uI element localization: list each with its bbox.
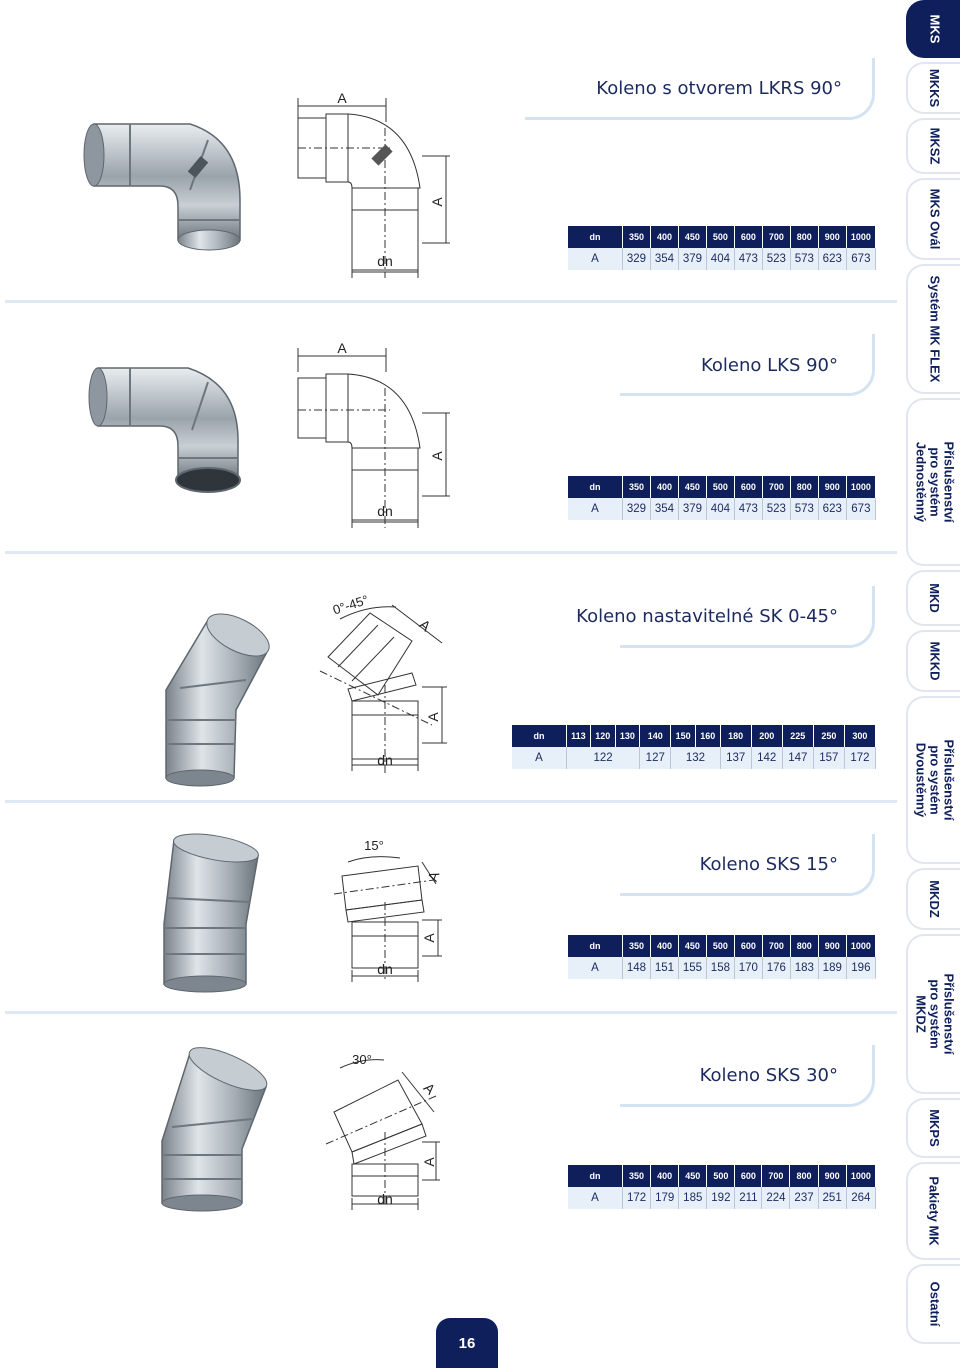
table-header-label: dn: [568, 476, 623, 498]
table-value-cell: 122: [567, 747, 640, 769]
table-header-label: dn: [568, 935, 623, 957]
table-value-cell: 147: [782, 747, 813, 769]
table-header-cell: 200: [751, 725, 782, 747]
table-value-cell: 673: [846, 248, 875, 270]
tab-label: Pakiety MK: [927, 1176, 942, 1246]
tab-prislusenstvi-dvoustenny[interactable]: [906, 696, 960, 864]
tab-label: MKS Ovál: [927, 188, 942, 250]
table-header-cell: 900: [818, 935, 846, 957]
table-value-cell: 183: [790, 957, 818, 979]
table-value-cell: 473: [734, 498, 762, 520]
table-header-cell: 180: [720, 725, 751, 747]
table-header-cell: 350: [623, 935, 651, 957]
table-header-cell: 400: [651, 1165, 679, 1187]
table-header-cell: 700: [762, 935, 790, 957]
table-header-cell: 400: [650, 476, 678, 498]
table-value-cell: 137: [720, 747, 751, 769]
dimension-label-top: A: [416, 616, 434, 635]
dimension-label-bottom: dn: [377, 253, 393, 269]
table-value-cell: 573: [790, 248, 818, 270]
tab-label: MKDZ: [926, 880, 942, 918]
table-value-cell: 132: [671, 747, 720, 769]
table-header-cell: 130: [615, 725, 640, 747]
table-header-label: dn: [512, 725, 567, 747]
table-header-cell: 900: [818, 476, 846, 498]
technical-drawing-sk-0-45: [312, 585, 472, 785]
tab-label: MKD: [926, 583, 942, 613]
table-header-cell: 150: [671, 725, 696, 747]
section-divider: [5, 551, 897, 554]
table-value-label: A: [512, 747, 567, 769]
dimension-label-bottom: dn: [377, 961, 393, 977]
tab-mkks[interactable]: [906, 62, 960, 114]
table-value-cell: 573: [790, 498, 818, 520]
table-value-cell: 151: [650, 957, 678, 979]
tab-mks-oval[interactable]: [906, 178, 960, 260]
product-photo-sk-0-45: [150, 610, 280, 790]
table-header-cell: 225: [782, 725, 813, 747]
table-header-row: [568, 476, 876, 498]
section-title-lkrs-90: Koleno s otvorem LKRS 90°: [596, 78, 842, 99]
product-photo-lkrs-90: [80, 110, 260, 270]
dimension-label-bottom: dn: [377, 503, 393, 519]
table-value-cell: 404: [706, 248, 734, 270]
tab-mksz[interactable]: [906, 118, 960, 174]
table-header-cell: 113: [567, 725, 591, 747]
section-title-sks-30: Koleno SKS 30°: [699, 1065, 838, 1086]
section-title-sk-0-45: Koleno nastavitelné SK 0-45°: [576, 606, 838, 627]
table-header-cell: 300: [844, 725, 875, 747]
table-value-cell: 251: [818, 1187, 846, 1209]
table-value-cell: 623: [818, 248, 846, 270]
table-value-label: A: [568, 1187, 623, 1209]
dimension-label-top: A: [420, 1079, 439, 1098]
dimension-label-side: A: [421, 1157, 437, 1167]
table-header-cell: 160: [695, 725, 720, 747]
page-number: 16: [436, 1318, 498, 1368]
tab-label: MKKD: [927, 641, 942, 681]
table-value-cell: 673: [846, 498, 875, 520]
table-header-row: [512, 725, 876, 747]
table-value-label: A: [568, 957, 623, 979]
tab-mkd[interactable]: [906, 570, 960, 626]
tab-label: MKSZ: [927, 127, 942, 165]
table-value-cell: 329: [623, 498, 651, 520]
table-header-cell: 350: [623, 476, 651, 498]
product-photo-sks-15: [150, 828, 280, 998]
product-photo-sks-30: [150, 1045, 280, 1215]
spec-table-lks-90: [568, 476, 876, 520]
table-header-cell: 500: [706, 935, 734, 957]
table-value-row: [512, 747, 876, 769]
table-value-cell: 185: [679, 1187, 707, 1209]
tab-ostatni[interactable]: [906, 1264, 960, 1344]
table-header-row: [568, 935, 876, 957]
table-header-cell: 120: [590, 725, 615, 747]
table-value-cell: 211: [735, 1187, 762, 1209]
table-header-cell: 600: [734, 226, 762, 248]
table-header-cell: 700: [762, 476, 790, 498]
tab-mkps[interactable]: [906, 1098, 960, 1158]
section-divider: [5, 1011, 897, 1014]
table-header-cell: 500: [706, 226, 734, 248]
table-value-cell: 170: [734, 957, 762, 979]
table-header-cell: 800: [790, 476, 818, 498]
table-header-row: [568, 226, 876, 248]
table-value-cell: 172: [844, 747, 875, 769]
angle-label: 30°: [352, 1052, 372, 1067]
table-value-row: [568, 957, 876, 979]
table-value-row: [568, 498, 876, 520]
section-divider: [5, 300, 897, 303]
table-value-cell: 379: [678, 248, 706, 270]
table-value-row: [568, 248, 876, 270]
table-header-cell: 700: [762, 226, 790, 248]
dimension-label-side: A: [429, 451, 445, 461]
tab-label: Příslušenství pro systém MKDZ: [913, 973, 956, 1055]
table-value-cell: 157: [813, 747, 844, 769]
technical-drawing-sks-15: [330, 832, 460, 992]
table-value-cell: 473: [734, 248, 762, 270]
table-value-cell: 196: [846, 957, 875, 979]
table-value-cell: 379: [678, 498, 706, 520]
dimension-label-side: A: [425, 712, 441, 722]
tab-label: MKS: [926, 14, 942, 44]
table-value-cell: 142: [751, 747, 782, 769]
table-header-cell: 800: [790, 935, 818, 957]
tab-mks[interactable]: [906, 0, 960, 58]
table-header-cell: 500: [706, 476, 734, 498]
table-header-cell: 450: [679, 1165, 707, 1187]
tab-label: Příslušenství pro systém Dvoustěnný: [913, 739, 956, 821]
spec-table-sk-0-45: [512, 725, 876, 769]
table-header-cell: 250: [813, 725, 844, 747]
table-value-cell: 172: [623, 1187, 651, 1209]
table-value-cell: 158: [706, 957, 734, 979]
table-value-cell: 354: [650, 248, 678, 270]
table-value-cell: 189: [818, 957, 846, 979]
table-value-cell: 224: [762, 1187, 790, 1209]
table-value-cell: 264: [846, 1187, 875, 1209]
tab-label: Systém MK FLEX: [927, 275, 943, 383]
table-header-cell: 600: [735, 1165, 762, 1187]
table-value-cell: 192: [707, 1187, 735, 1209]
table-header-cell: 350: [623, 1165, 651, 1187]
tab-label: MKKS: [927, 68, 942, 108]
table-header-cell: 500: [707, 1165, 735, 1187]
technical-drawing-sks-30: [322, 1042, 462, 1212]
dimension-label-top: A: [424, 869, 443, 884]
section-title-sks-15: Koleno SKS 15°: [699, 854, 838, 875]
table-header-cell: 450: [678, 226, 706, 248]
tab-system-mk-flex[interactable]: [906, 264, 960, 394]
spec-table-sks-15: [568, 935, 876, 979]
table-header-cell: 1000: [846, 226, 875, 248]
table-value-cell: 623: [818, 498, 846, 520]
table-header-cell: 800: [790, 226, 818, 248]
product-photo-lks-90: [88, 360, 258, 520]
table-header-cell: 900: [818, 226, 846, 248]
table-header-cell: 600: [734, 476, 762, 498]
table-value-cell: 176: [762, 957, 790, 979]
tab-label: MKPS: [927, 1109, 942, 1147]
table-header-cell: 450: [678, 476, 706, 498]
dimension-label-top: A: [337, 90, 347, 106]
section-title-lks-90: Koleno LKS 90°: [700, 355, 838, 376]
table-header-cell: 700: [762, 1165, 790, 1187]
dimension-label-top: A: [337, 340, 347, 356]
table-value-cell: 354: [650, 498, 678, 520]
table-value-cell: 148: [623, 957, 651, 979]
table-header-label: dn: [568, 226, 623, 248]
table-header-cell: 1000: [846, 476, 875, 498]
table-header-cell: 1000: [846, 935, 875, 957]
table-value-label: A: [568, 248, 623, 270]
tab-mkdz[interactable]: [906, 868, 960, 930]
tab-label: Příslušenství pro systém Jednostěnný: [913, 441, 956, 523]
dimension-label-side: A: [429, 197, 445, 207]
table-value-cell: 179: [651, 1187, 679, 1209]
tab-pakiety-mk[interactable]: [906, 1162, 960, 1260]
tab-label: Ostatní: [926, 1281, 942, 1327]
table-header-cell: 350: [623, 226, 651, 248]
technical-drawing-lkrs-90: [290, 88, 470, 288]
table-header-cell: 900: [818, 1165, 846, 1187]
spec-table-lkrs-90: [568, 226, 876, 270]
table-value-cell: 523: [762, 248, 790, 270]
table-header-row: [568, 1165, 876, 1187]
table-value-label: A: [568, 498, 623, 520]
section-divider: [5, 800, 897, 803]
spec-table-sks-30: [568, 1165, 876, 1209]
table-value-cell: 329: [623, 248, 651, 270]
table-value-cell: 404: [706, 498, 734, 520]
table-value-cell: 155: [678, 957, 706, 979]
table-header-cell: 400: [650, 935, 678, 957]
table-header-cell: 600: [734, 935, 762, 957]
table-value-row: [568, 1187, 876, 1209]
tab-prislusenstvi-mkdz[interactable]: [906, 934, 960, 1094]
angle-label: 15°: [364, 838, 384, 853]
dimension-label-bottom: dn: [377, 1191, 393, 1207]
table-value-cell: 237: [790, 1187, 818, 1209]
table-header-cell: 800: [790, 1165, 818, 1187]
table-value-cell: 523: [762, 498, 790, 520]
table-header-label: dn: [568, 1165, 623, 1187]
technical-drawing-lks-90: [290, 338, 470, 538]
angle-label: 0°-45°: [330, 591, 371, 618]
table-header-cell: 450: [678, 935, 706, 957]
dimension-label-side: A: [421, 933, 437, 943]
table-header-cell: 140: [640, 725, 671, 747]
tab-prislusenstvi-jednostenny[interactable]: [906, 398, 960, 566]
table-header-cell: 1000: [846, 1165, 875, 1187]
table-header-cell: 400: [650, 226, 678, 248]
table-value-cell: 127: [640, 747, 671, 769]
dimension-label-bottom: dn: [377, 752, 393, 768]
tab-mkkd[interactable]: [906, 630, 960, 692]
